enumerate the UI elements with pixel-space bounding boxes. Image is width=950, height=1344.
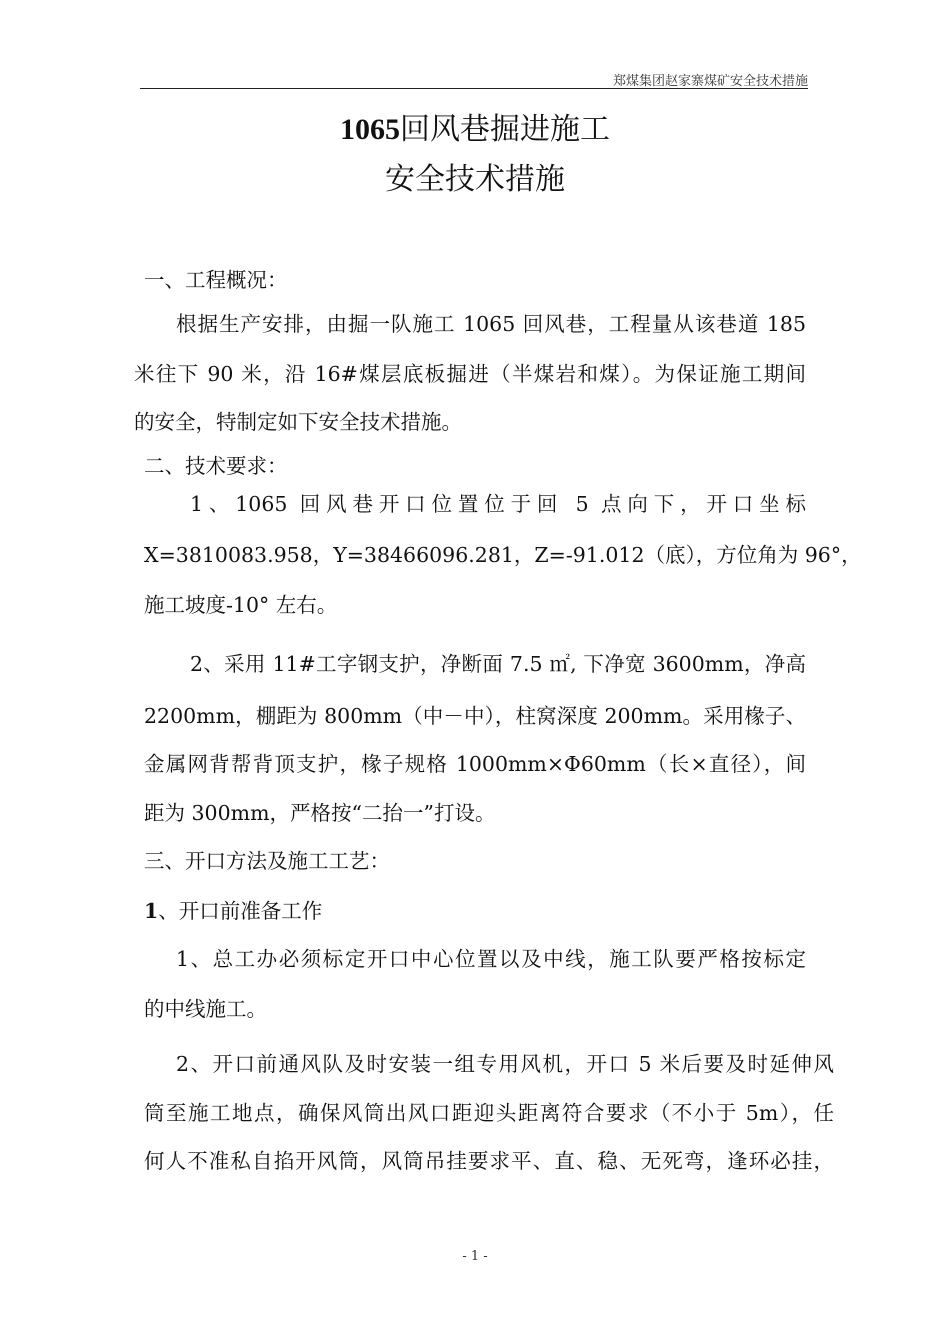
page-number: - 1 -	[462, 1249, 488, 1264]
section-heading-overview: 一、工程概况：	[144, 268, 288, 292]
subheading-preparation	[144, 897, 322, 925]
paragraph-line: 1、总工办必须标定开口中心位置以及中线，施工队要严格按标定	[176, 947, 806, 971]
running-header: 郑煤集团赵家寨煤矿安全技术措施	[612, 74, 808, 89]
paragraph-line: 施工坡度-10° 左右。	[144, 593, 338, 617]
paragraph-line: 2、采用 11#工字钢支护，净断面 7.5 ㎡, 下净宽 3600mm，净高	[190, 652, 806, 676]
paragraph-line: 金属网背帮背顶支护，椽子规格 1000mm×Φ60mm（长×直径），间	[144, 752, 806, 776]
paragraph-line: 2、开口前通风队及时安装一组专用风机，开口 5 米后要及时延伸风	[176, 1052, 834, 1076]
paragraph-line: 筒至施工地点，确保风筒出风口距迎头距离符合要求（不小于 5m），任	[144, 1101, 834, 1125]
section-heading-methods: 三、开口方法及施工工艺：	[144, 849, 390, 873]
title-text: 回风巷掘进施工	[400, 112, 610, 147]
paragraph-line: 1、1065 回风巷开口位置位于回 5 点向下，开口坐标	[190, 492, 806, 516]
subheading-number: 1	[144, 899, 159, 923]
paragraph-line: 的安全，特制定如下安全技术措施。	[134, 410, 462, 434]
header-divider	[140, 88, 808, 89]
paragraph-line: 根据生产安排，由掘一队施工 1065 回风巷，工程量从该巷道 185	[176, 312, 806, 336]
title-number: 1065	[340, 113, 400, 146]
document-title-line-2: 安全技术措施	[385, 162, 565, 197]
section-heading-tech-requirements: 二、技术要求：	[144, 454, 288, 478]
paragraph-line: 的中线施工。	[144, 997, 267, 1021]
paragraph-line: 米往下 90 米，沿 16#煤层底板掘进（半煤岩和煤）。为保证施工期间	[134, 362, 806, 386]
paragraph-line: 距为 300mm，严格按“二抬一”打设。	[144, 801, 496, 825]
document-title-line-1	[0, 112, 950, 148]
paragraph-line: X=3810083.958，Y=38466096.281，Z=-91.012（底），方位角为 96°，	[144, 543, 862, 567]
subheading-text: 、开口前准备工作	[158, 899, 323, 923]
paragraph-line: 2200mm，棚距为 800mm（中－中），柱窝深度 200mm。采用椽子、	[144, 704, 806, 728]
paragraph-line: 何人不准私自掐开风筒，风筒吊挂要求平、直、稳、无死弯，逢环必挂，	[144, 1149, 834, 1173]
